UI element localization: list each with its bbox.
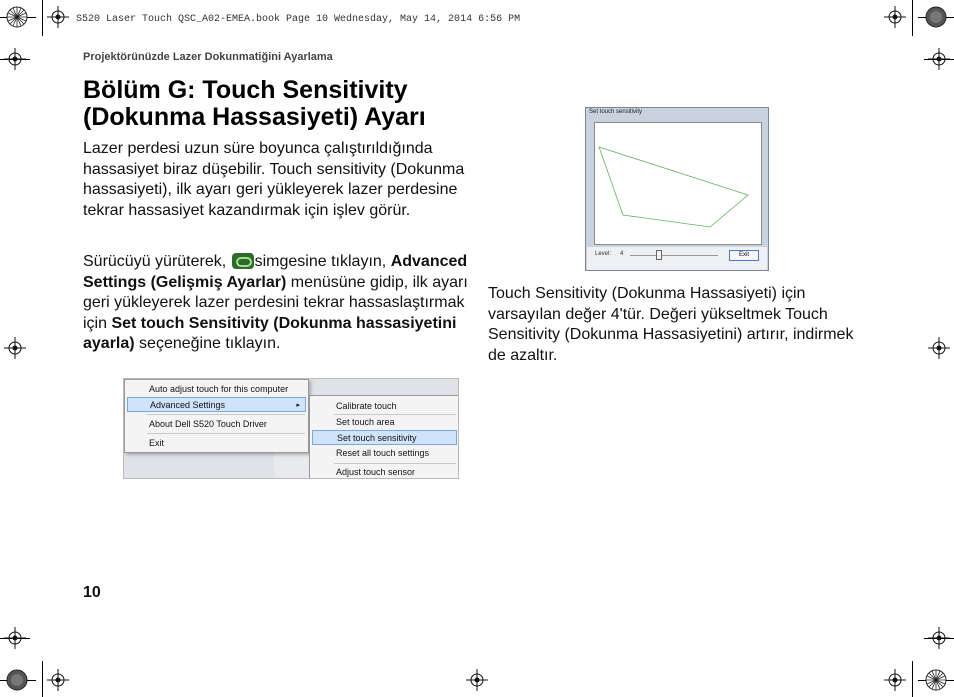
menu-item-advanced-settings[interactable] <box>127 397 306 412</box>
crosshair-mark <box>884 6 906 28</box>
submenu-item-calibrate-touch[interactable]: Calibrate touch <box>336 401 397 411</box>
section-title-line2: (Dokunma Hassasiyeti) Ayarı <box>83 103 426 131</box>
intro-paragraph: Lazer perdesi uzun süre boyunca çalıştırıldığında hassasiyet biraz düşebilir. Touch sensitivity (Dokunma hassasiyeti), ilk ayarı geri yükleyerek lazer perdesine tekrar hassasiyet kazandırmak için işlev görür. <box>83 140 465 219</box>
sensitivity-canvas <box>594 122 762 245</box>
instruction-bold-advanced: Advanced Settings (Gelişmiş Ayarlar) <box>83 253 468 291</box>
starburst-mark-bottom-right <box>925 669 947 691</box>
context-menu-screenshot <box>123 378 459 479</box>
crosshair-mark <box>928 48 950 70</box>
dialog-exit-button[interactable]: Exit <box>729 250 759 261</box>
crosshair-mark <box>928 337 950 359</box>
menu-separator <box>334 463 456 464</box>
advanced-settings-submenu <box>309 395 459 479</box>
laser-touch-tray-icon <box>232 253 254 269</box>
menu-separator <box>147 414 305 415</box>
page-number: 10 <box>83 584 101 601</box>
menu-item-auto-adjust[interactable]: Auto adjust touch for this computer <box>149 384 289 394</box>
crosshair-mark <box>47 6 69 28</box>
level-value: 4 <box>620 251 624 257</box>
dialog-title: Set touch sensitivity <box>589 109 643 115</box>
sensitivity-shape <box>595 123 761 244</box>
starburst-mark-top-left <box>6 6 28 28</box>
instruction-post-icon: simgesine tıklayın, <box>254 253 391 270</box>
menu-separator <box>147 433 305 434</box>
sensitivity-note-paragraph: Touch Sensitivity (Dokunma Hassasiyeti) için varsayılan değer 4'tür. Değeri yükseltmek Touch Sensitivity (Dokunma Hassasiyetini) artırır, indirmek de azaltır. <box>488 285 854 364</box>
level-slider-thumb[interactable] <box>656 250 662 260</box>
tray-context-menu <box>124 379 309 453</box>
crosshair-mark <box>47 669 69 691</box>
crosshair-mark <box>4 627 26 649</box>
crosshair-mark <box>4 337 26 359</box>
submenu-item-adjust-touch-sensor[interactable]: Adjust touch sensor <box>336 467 416 477</box>
menu-item-exit[interactable]: Exit <box>149 438 165 448</box>
crosshair-mark <box>884 669 906 691</box>
instruction-end: seçeneğine tıklayın. <box>134 335 281 353</box>
section-title-line1: Bölüm G: Touch Sensitivity <box>83 76 408 104</box>
submenu-arrow-icon: ▸ <box>296 402 300 409</box>
touch-sensitivity-dialog-screenshot <box>585 107 769 271</box>
menu-item-about[interactable]: About Dell S520 Touch Driver <box>149 419 267 429</box>
level-label: Level: <box>595 251 612 257</box>
crosshair-mark <box>4 48 26 70</box>
instruction-paragraph <box>83 252 468 355</box>
print-slug-line: S520 Laser Touch QSC_A02-EMEA.book Page 10 Wednesday, May 14, 2014 6:56 PM <box>76 14 521 25</box>
halftone-mark-top-right <box>925 6 947 28</box>
menu-item-advanced-settings-label: Advanced Settings <box>150 400 226 410</box>
instruction-bold-set-touch: Set touch Sensitivity (Dokunma hassasiyetini ayarla) <box>83 314 457 353</box>
running-header: Projektörünüzde Lazer Dokunmatiğini Ayarlama <box>83 51 333 63</box>
instruction-mid: menüsüne gidip, ilk ayarı geri yükleyerek lazer perdesini tekrar hassaslaştırmak için <box>83 273 468 332</box>
section-title <box>83 77 483 131</box>
crosshair-mark <box>928 627 950 649</box>
instruction-pre: Sürücüyü yürüterek, <box>83 253 231 270</box>
halftone-mark-bottom-left <box>6 669 28 691</box>
level-slider-track[interactable] <box>630 255 718 256</box>
submenu-item-set-touch-sensitivity[interactable]: Set touch sensitivity <box>312 430 457 445</box>
submenu-item-set-touch-area[interactable]: Set touch area <box>336 417 395 427</box>
crosshair-mark <box>466 669 488 691</box>
submenu-item-reset-all[interactable]: Reset all touch settings <box>336 448 430 458</box>
